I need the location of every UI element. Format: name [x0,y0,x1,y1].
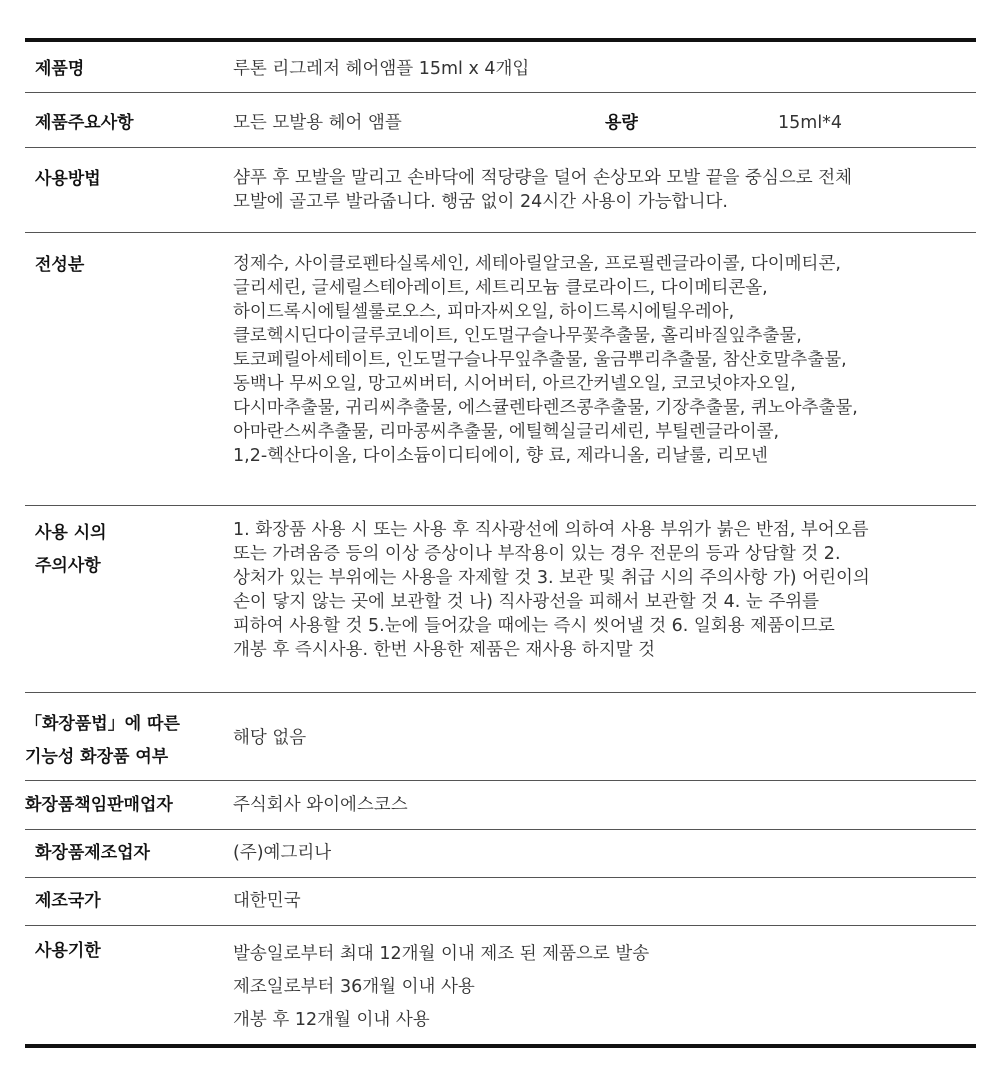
row-divider [25,505,976,506]
precaution-line: 개봉 후 즉시사용. 한번 사용한 제품은 재사용 하지말 것 [233,640,655,660]
ingredient-line: 아마란스씨추출물, 리마콩씨추출물, 에틸헥실글리세린, 부틸렌글라이콜, [233,422,780,442]
product-main-info-label: 제품주요사항 [35,113,134,133]
expiry-label: 사용기한 [35,941,101,961]
ingredient-line: 정제수, 사이클로펜타실록세인, 세테아릴알코올, 프로필렌글라이콜, 다이메티콘, [233,254,841,274]
precautions-label [35,517,107,583]
capacity-label: 용량 [605,113,638,133]
precautions-text [233,518,870,662]
row-divider [25,147,976,148]
usage-method-label: 사용방법 [35,169,101,189]
usage-method-text [233,166,852,214]
ingredient-line: 글리세린, 글세릴스테아레이트, 세트리모늄 클로라이드, 다이메티콘올, [233,278,768,298]
row-divider [25,232,976,233]
product-name-value: 루톤 리그레저 헤어앰플 15ml x 4개입 [233,59,530,79]
precaution-line: 1. 화장품 사용 시 또는 사용 후 직사광선에 의하여 사용 부위가 붉은 반점, 부어오름 [233,520,869,540]
table-top-border [25,38,976,42]
product-name-label: 제품명 [35,59,85,79]
ingredient-line: 동백나 무씨오일, 망고씨버터, 시어버터, 아르간커넬오일, 코코넛야자오일, [233,374,796,394]
functional-cosmetic-value: 해당 없음 [233,728,307,748]
responsible-seller-label: 화장품책임판매업자 [25,795,173,815]
row-divider [25,780,976,781]
usage-method-line: 모발에 골고루 발라줍니다. 행굼 없이 24시간 사용이 가능합니다. [233,192,728,212]
ingredient-line: 클로헥시딘다이글루코네이트, 인도멀구슬나무꽃추출물, 홀리바질잎추출물, [233,326,802,346]
ingredient-line: 하이드록시에틸셀룰로오스, 피마자씨오일, 하이드록시에틸우레아, [233,302,735,322]
ingredient-line: 다시마추출물, 귀리씨추출물, 에스큘렌타렌즈콩추출물, 기장추출물, 퀴노아추출물, [233,398,858,418]
precaution-line: 피하여 사용할 것 5.눈에 들어갔을 때에는 즉시 씻어낼 것 6. 일회용 제품이므로 [233,616,835,636]
functional-cosmetic-label-line: 기능성 화장품 여부 [25,747,169,767]
ingredient-line: 토코페릴아세테이트, 인도멀구슬나무잎추출물, 울금뿌리추출물, 참산호말추출물, [233,350,847,370]
functional-cosmetic-label-line: 「화장품법」에 따른 [25,714,180,734]
usage-method-line: 샴푸 후 모발을 말리고 손바닥에 적당량을 덜어 손상모와 모발 끝을 중심으로 전체 [233,168,853,188]
capacity-value: 15ml*4 [778,113,843,133]
ingredients-text [233,252,858,468]
country-value: 대한민국 [233,891,301,911]
precautions-label-line: 사용 시의 [35,523,107,543]
precaution-line: 손이 닿지 않는 곳에 보관할 것 나) 직사광선을 피해서 보관할 것 4. 눈 주위를 [233,592,820,612]
expiry-line: 개봉 후 12개월 이내 사용 [233,1010,430,1030]
responsible-seller-value: 주식회사 와이에스코스 [233,795,408,815]
country-label: 제조국가 [35,891,101,911]
precaution-line: 또는 가려움증 등의 이상 증상이나 부작용이 있는 경우 전문의 등과 상담할 것 2. [233,544,841,564]
precaution-line: 상처가 있는 부위에는 사용을 자제할 것 3. 보관 및 취급 시의 주의사항 가) 어린이의 [233,568,870,588]
ingredients-label: 전성분 [35,255,85,275]
manufacturer-label: 화장품제조업자 [35,843,150,863]
expiry-text [233,938,649,1037]
precautions-label-line: 주의사항 [35,556,101,576]
table-bottom-border [25,1044,976,1048]
expiry-line: 발송일로부터 최대 12개월 이내 제조 된 제품으로 발송 [233,944,650,964]
functional-cosmetic-label [25,708,180,774]
row-divider [25,692,976,693]
expiry-line: 제조일로부터 36개월 이내 사용 [233,977,475,997]
row-divider [25,877,976,878]
row-divider [25,92,976,93]
product-main-info-value: 모든 모발용 헤어 앰플 [233,113,402,133]
row-divider [25,925,976,926]
row-divider [25,829,976,830]
manufacturer-value: (주)예그리나 [233,843,332,863]
ingredient-line: 1,2-헥산다이올, 다이소듐이디티에이, 향 료, 제라니올, 리날룰, 리모넨 [233,446,768,466]
